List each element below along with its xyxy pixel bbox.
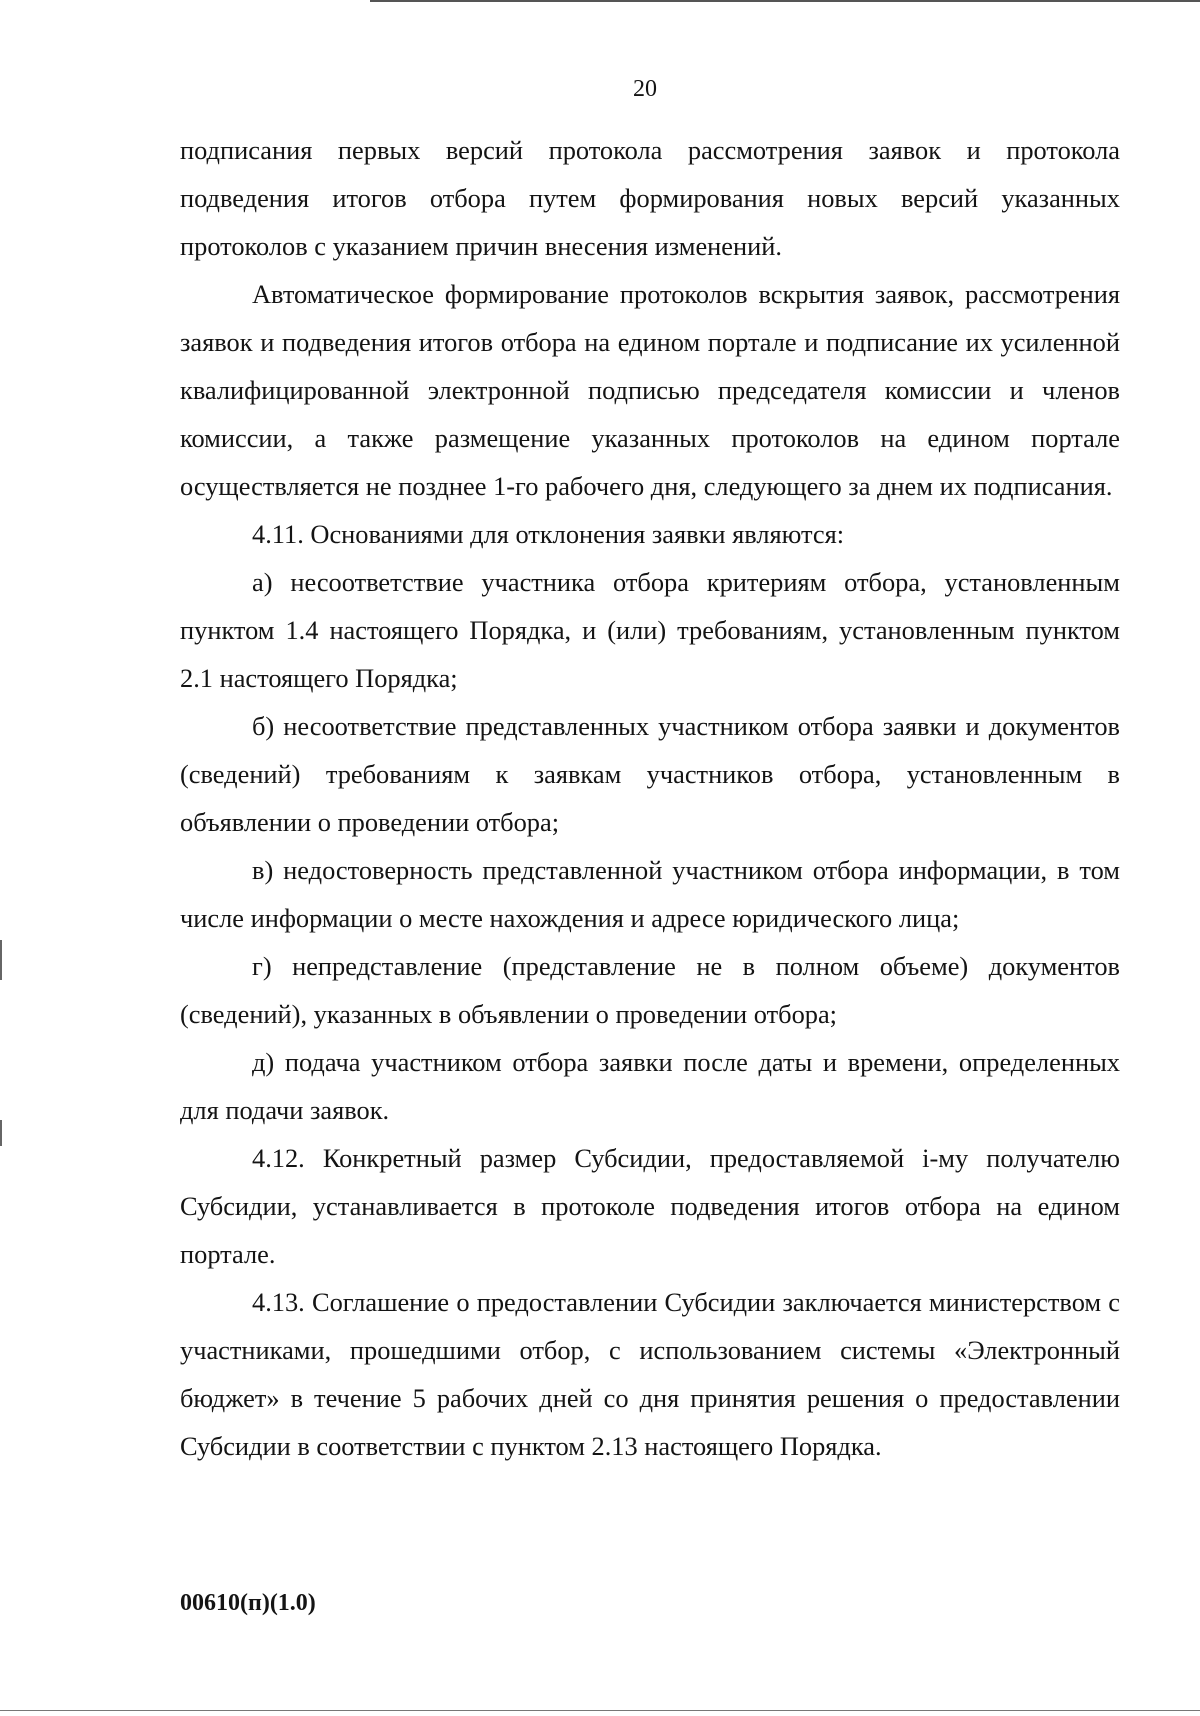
- scan-edge-top: [370, 0, 1200, 2]
- document-body: [180, 126, 1120, 1470]
- paragraph: 4.12. Конкретный размер Субсидии, предоставляемой i-му получателю Субсидии, устанавливается в протоколе подведения итогов отбора на едином портале.: [180, 1143, 1120, 1269]
- paragraph: г) непредставление (представление не в полном объеме) документов (сведений), указанных в объявлении о проведении отбора;: [180, 951, 1120, 1029]
- page-number: 20: [633, 76, 657, 102]
- document-code: 00610(п)(1.0): [180, 1590, 316, 1616]
- paragraph: б) несоответствие представленных участником отбора заявки и документов (сведений) требованиям к заявкам участников отбора, установленным в объявлении о проведении отбора;: [180, 711, 1120, 837]
- paragraph: подписания первых версий протокола рассмотрения заявок и протокола подведения итогов отбора путем формирования новых версий указанных протоколов с указанием причин внесения изменений.: [180, 135, 1120, 261]
- paragraph: в) недостоверность представленной участником отбора информации, в том числе информации о месте нахождения и адресе юридического лица;: [180, 855, 1120, 933]
- paragraph: 4.11. Основаниями для отклонения заявки являются:: [252, 519, 845, 549]
- scan-edge-bottom: [0, 1710, 1200, 1711]
- paragraph: д) подача участником отбора заявки после даты и времени, определенных для подачи заявок.: [180, 1047, 1120, 1125]
- paragraph: Автоматическое формирование протоколов вскрытия заявок, рассмотрения заявок и подведения итогов отбора на едином портале и подписание их усиленной квалифицированной электронной подписью председателя комиссии и членов комиссии, а также размещение указанных протоколов на едином портале осуществляется не позднее 1-го рабочего дня, следующего за днем их подписания.: [180, 279, 1120, 501]
- scan-edge-mark: [0, 940, 2, 980]
- paragraph: а) несоответствие участника отбора критериям отбора, установленным пунктом 1.4 настоящего Порядка, и (или) требованиям, установленным пунктом 2.1 настоящего Порядка;: [180, 567, 1120, 693]
- scan-edge-mark: [0, 1120, 2, 1146]
- paragraph: 4.13. Соглашение о предоставлении Субсидии заключается министерством с участниками, прошедшими отбор, с использованием системы «Электронный бюджет» в течение 5 рабочих дней со дня принятия решения о предоставлении Субсидии в соответствии с пунктом 2.13 настоящего Порядка.: [180, 1287, 1120, 1461]
